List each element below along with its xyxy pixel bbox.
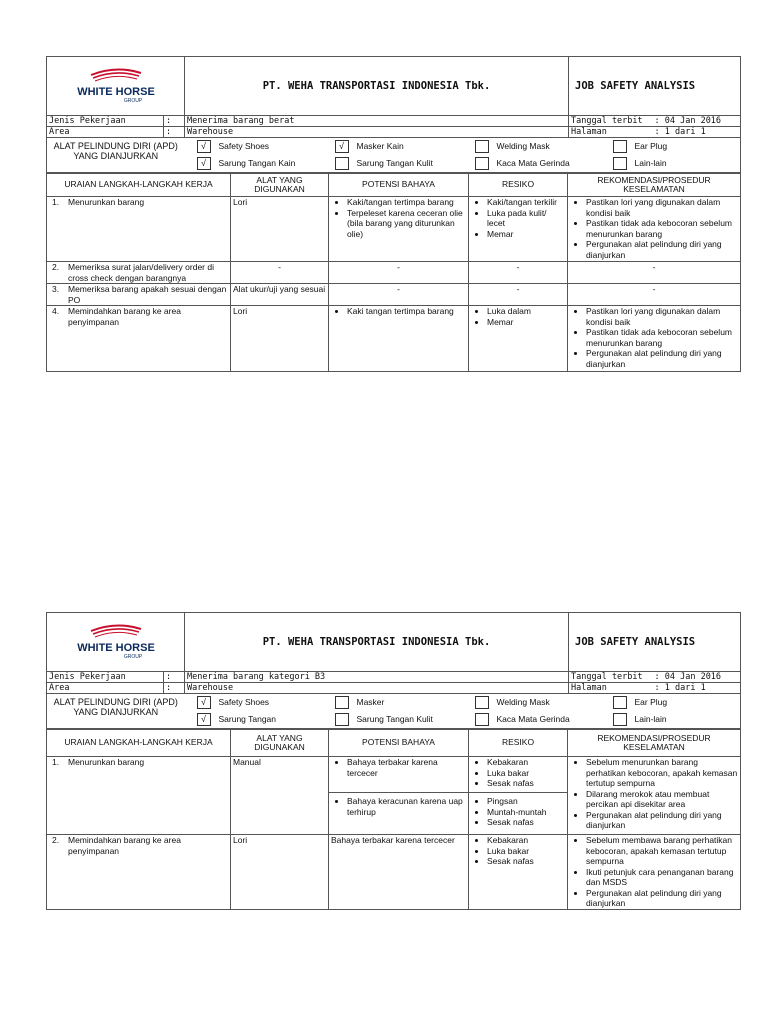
svg-text:WHITE HORSE: WHITE HORSE [76, 642, 155, 654]
apd-ear-plug: Ear Plug [613, 694, 739, 711]
tanggal-value: : 04 Jan 2016 [653, 116, 741, 127]
header-table [46, 612, 741, 672]
apd-kaca-mata-gerinda: Kaca Mata Gerinda [475, 711, 601, 728]
svg-text:WHITE HORSE: WHITE HORSE [76, 86, 155, 98]
checkbox[interactable] [613, 140, 627, 153]
col-header-rekomendasi: REKOMENDASI/PROSEDUR KESELAMATAN [568, 730, 741, 757]
area-value: Warehouse [185, 127, 569, 138]
tanggal-value: : 04 Jan 2016 [653, 672, 741, 683]
apd-label: ALAT PELINDUNG DIRI (APD) YANG DIANJURKAN [47, 694, 185, 729]
checkbox[interactable]: √ [197, 157, 211, 170]
checkbox[interactable]: √ [197, 696, 211, 709]
table-row: • Bahaya keracunan karena uap terhirup • Pingsan • Muntah-muntah • Sesak nafas [47, 793, 741, 835]
info-table: Jenis Pekerjaan : Menerima barang kategori B3 Tanggal terbit : 04 Jan 2016 Area : Warehouse Halaman : 1 dari 1 [46, 672, 741, 694]
checkbox[interactable] [335, 157, 349, 170]
jsa-form-2 [46, 612, 740, 910]
tanggal-label: Tanggal terbit [569, 672, 653, 683]
apd-safety-shoes: √ Safety Shoes [197, 694, 323, 711]
apd-sarung-tangan-kain: √ Sarung Tangan Kain [197, 155, 323, 172]
jsa-form-1 [46, 56, 740, 372]
jsa-steps-table [46, 173, 741, 372]
table-row: 2. Memeriksa surat jalan/delivery order di cross check dengan barangnya - - - - [47, 262, 741, 284]
apd-table [46, 694, 741, 729]
apd-welding-mask: Welding Mask [475, 694, 601, 711]
document-title: JOB SAFETY ANALYSIS [569, 613, 741, 672]
area-value: Warehouse [185, 683, 569, 694]
apd-ear-plug: Ear Plug [613, 138, 739, 155]
apd-sarung-tangan-kulit: Sarung Tangan Kulit [335, 711, 461, 728]
jenis-value: Menerima barang berat [185, 116, 569, 127]
col-header-resiko: RESIKO [469, 174, 568, 197]
apd-kaca-mata-gerinda: Kaca Mata Gerinda [475, 155, 601, 172]
col-header-uraian: URAIAN LANGKAH-LANGKAH KERJA [47, 174, 231, 197]
col-header-rekomendasi: REKOMENDASI/PROSEDUR KESELAMATAN [568, 174, 741, 197]
apd-masker: Masker [335, 694, 461, 711]
apd-label: ALAT PELINDUNG DIRI (APD) YANG DIANJURKAN [47, 138, 185, 173]
apd-sarung-tangan-kulit: Sarung Tangan Kulit [335, 155, 461, 172]
table-row: 3. Memeriksa barang apakah sesuai dengan PO Alat ukur/uji yang sesuai - - - [47, 284, 741, 306]
horse-logo-icon [71, 622, 161, 662]
table-row: 2. Memindahkan barang ke area penyimpanan Lori Bahaya terbakar karena tercecer • Kebakaran • Luka bakar • Sesak nafas • Sebelum membawa barang perhatikan kebocoran, apakah kemasan tertutup sempurna • Ikuti petunjuk cara penanganan barang dan MSDS • Pergunakan alat pelindung diri yang dianjurkan [47, 835, 741, 910]
checkbox[interactable] [475, 157, 489, 170]
halaman-value: : 1 dari 1 [653, 127, 741, 138]
apd-lain-lain: Lain-lain [613, 711, 739, 728]
checkbox[interactable] [613, 157, 627, 170]
apd-safety-shoes: √ Safety Shoes [197, 138, 323, 155]
checkbox[interactable] [475, 696, 489, 709]
apd-table [46, 138, 741, 173]
company-name: PT. WEHA TRANSPORTASI INDONESIA Tbk. [185, 57, 569, 116]
area-label: Area [47, 683, 164, 694]
svg-text:GROUP: GROUP [123, 654, 142, 660]
company-logo [47, 613, 185, 672]
apd-masker-kain: √ Masker Kain [335, 138, 461, 155]
checkbox[interactable] [335, 713, 349, 726]
area-label: Area [47, 127, 164, 138]
checkbox[interactable]: √ [335, 140, 349, 153]
jenis-label: Jenis Pekerjaan [47, 116, 164, 127]
jsa-steps-table [46, 729, 741, 910]
jenis-label: Jenis Pekerjaan [47, 672, 164, 683]
col-header-resiko: RESIKO [469, 730, 568, 757]
horse-logo-icon [71, 66, 161, 106]
checkbox[interactable] [475, 713, 489, 726]
checkbox[interactable]: √ [197, 140, 211, 153]
jenis-value: Menerima barang kategori B3 [185, 672, 569, 683]
table-row: 4. Memindahkan barang ke area penyimpanan Lori • Kaki tangan tertimpa barang • Luka dalam • Memar • Pastikan lori yang digunakan dalam kondisi baik • Pastikan tidak ada kebocoran sebelum menurunkan barang • Pergunakan alat pelindung diri yang dianjurkan [47, 306, 741, 372]
tanggal-label: Tanggal terbit [569, 116, 653, 127]
header-table [46, 56, 741, 116]
halaman-label: Halaman [569, 683, 653, 694]
table-row: 1. Menurunkan barang Manual • Bahaya terbakar karena tercecer • Kebakaran • Luka bakar • Sesak nafas • Sebelum menurunkan barang perhatikan kebocoran, apakah kemasan tertutup sempurna • Dilarang merokok atau membuat percikan api disekitar area • Pergunakan alat pelindung diri yang dianjurkan [47, 757, 741, 793]
checkbox[interactable] [475, 140, 489, 153]
apd-welding-mask: Welding Mask [475, 138, 601, 155]
info-table: Jenis Pekerjaan : Menerima barang berat Tanggal terbit : 04 Jan 2016 Area : Warehouse Halaman : 1 dari 1 [46, 116, 741, 138]
checkbox[interactable] [613, 696, 627, 709]
apd-lain-lain: Lain-lain [613, 155, 739, 172]
company-name: PT. WEHA TRANSPORTASI INDONESIA Tbk. [185, 613, 569, 672]
col-header-uraian: URAIAN LANGKAH-LANGKAH KERJA [47, 730, 231, 757]
col-header-potensi: POTENSI BAHAYA [329, 174, 469, 197]
halaman-value: : 1 dari 1 [653, 683, 741, 694]
halaman-label: Halaman [569, 127, 653, 138]
svg-text:GROUP: GROUP [123, 98, 142, 104]
col-header-alat: ALAT YANG DIGUNAKAN [231, 174, 329, 197]
document-title: JOB SAFETY ANALYSIS [569, 57, 741, 116]
checkbox[interactable] [613, 713, 627, 726]
checkbox[interactable]: √ [197, 713, 211, 726]
apd-sarung-tangan: √ Sarung Tangan [197, 711, 323, 728]
checkbox[interactable] [335, 696, 349, 709]
col-header-alat: ALAT YANG DIGUNAKAN [231, 730, 329, 757]
company-logo [47, 57, 185, 116]
col-header-potensi: POTENSI BAHAYA [329, 730, 469, 757]
table-row: 1. Menurunkan barang Lori • Kaki/tangan tertimpa barang • Terpeleset karena ceceran olie (bila barang yang diturunkan olie) • Kaki/tangan terkilir • Luka pada kulit/ lecet • Memar • Pastikan lori yang digunakan dalam kondisi baik • Pastikan tidak ada kebocoran sebelum menurunkan barang • Pergunakan alat pelindung diri yang dianjurkan [47, 197, 741, 262]
